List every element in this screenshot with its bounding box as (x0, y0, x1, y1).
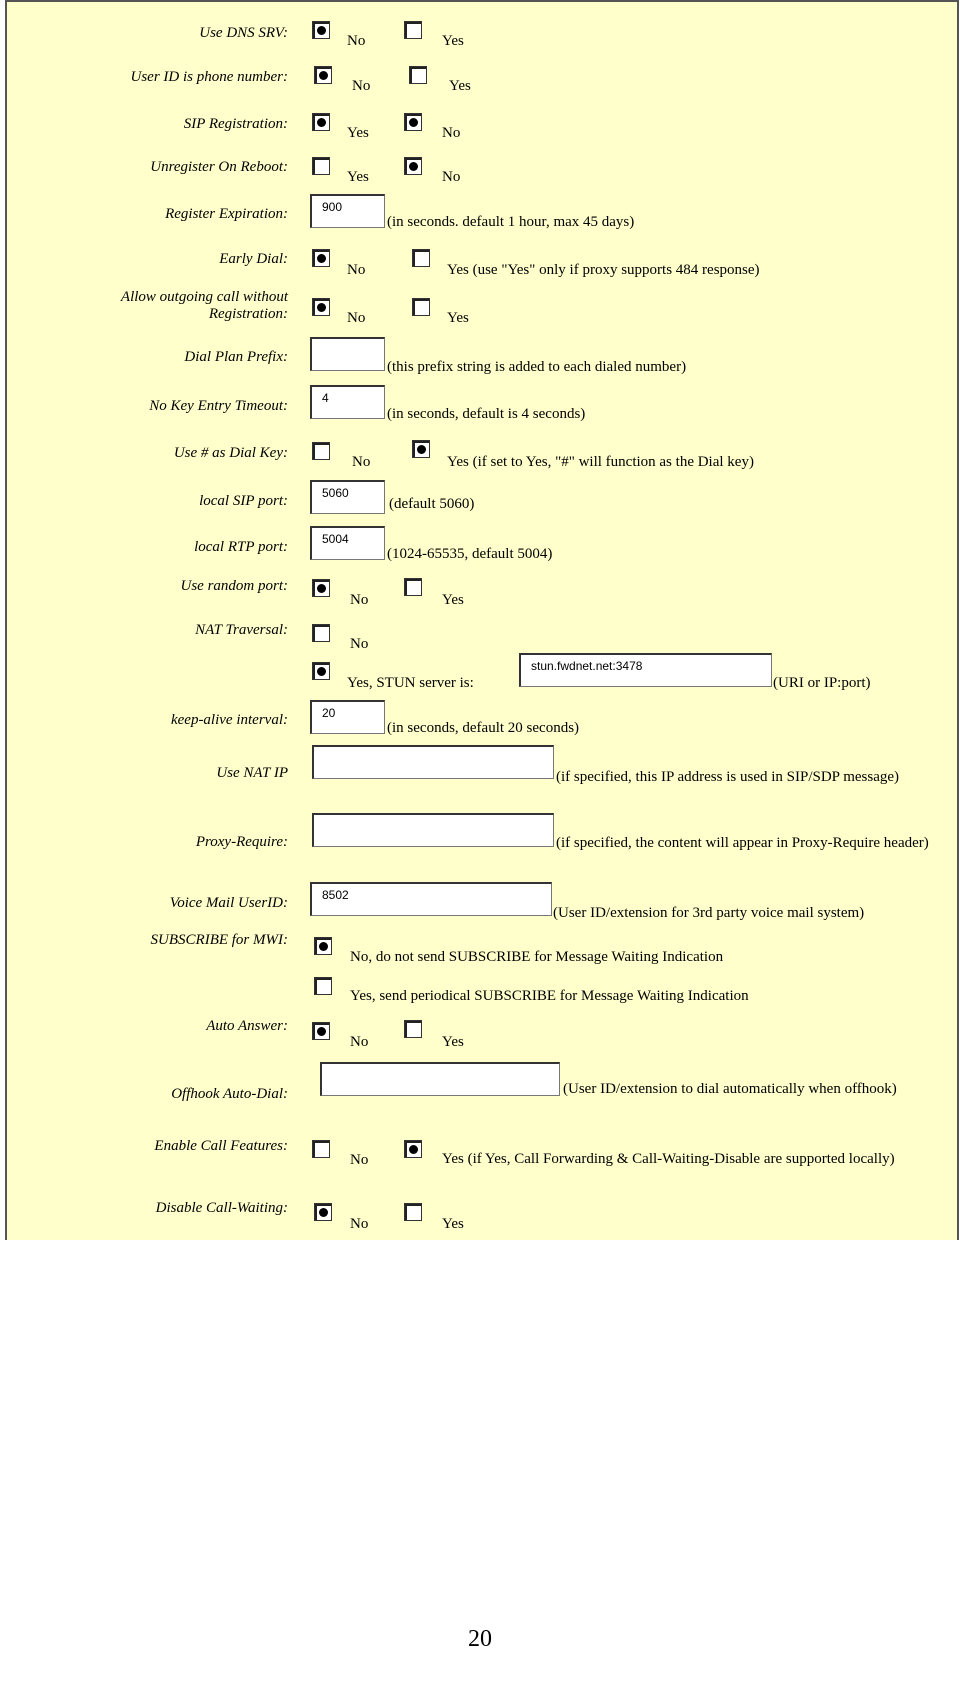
early-dial-no-label: No (347, 262, 366, 278)
use-nat-ip-label: Use NAT IP (216, 765, 288, 781)
early-dial-no-radio[interactable] (312, 249, 330, 267)
early-dial-label: Early Dial: (219, 251, 288, 267)
no-key-timeout-input[interactable]: 4 (310, 385, 385, 419)
nat-ip-note: (if specified, this IP address is used in SIP/SDP message) (556, 769, 900, 785)
stun-server-note: (URI or IP:port) (773, 675, 871, 691)
unreg-reboot-yes-radio[interactable] (312, 157, 330, 175)
keepalive-note: (in seconds, default 20 seconds) (387, 720, 580, 736)
userid-phone-yes-label: Yes (449, 78, 471, 94)
offhook-autodial-label: Offhook Auto-Dial: (171, 1086, 288, 1102)
allow-outgoing-yes-label: Yes (447, 310, 469, 326)
subscribe-mwi-label: SUBSCRIBE for MWI: (150, 932, 288, 948)
hash-dial-key-label: Use # as Dial Key: (173, 445, 288, 461)
allow-outgoing-label: Allow outgoing call without Registration: (120, 289, 288, 322)
disable-cw-yes-label: Yes (442, 1216, 464, 1232)
allow-outgoing-yes-radio[interactable] (412, 298, 430, 316)
dns-srv-yes-label: Yes (442, 33, 464, 49)
call-features-yes-label: Yes (if Yes, Call Forwarding & Call-Waiting-Disable are supported locally) (442, 1151, 895, 1167)
random-port-yes-label: Yes (442, 592, 464, 608)
allow-outgoing-no-label: No (347, 310, 366, 326)
mwi-yes-label: Yes, send periodical SUBSCRIBE for Message Waiting Indication (350, 988, 749, 1004)
hash-dial-no-radio[interactable] (312, 442, 330, 460)
stun-server-input[interactable]: stun.fwdnet.net:3478 (519, 653, 772, 687)
voicemail-userid-note: (User ID/extension for 3rd party voice mail system) (553, 905, 865, 921)
use-dns-srv-label: Use DNS SRV: (199, 25, 288, 41)
unreg-reboot-no-label: No (442, 169, 461, 185)
disable-cw-yes-radio[interactable] (404, 1203, 422, 1221)
no-key-timeout-label: No Key Entry Timeout: (149, 398, 288, 414)
early-dial-yes-label: Yes (use "Yes" only if proxy supports 484 response) (447, 262, 760, 278)
hash-dial-no-label: No (352, 454, 371, 470)
unregister-reboot-label: Unregister On Reboot: (150, 159, 288, 175)
nat-no-label: No (350, 636, 369, 652)
mwi-no-label: No, do not send SUBSCRIBE for Message Waiting Indication (350, 949, 724, 965)
enable-call-features-label: Enable Call Features: (154, 1138, 288, 1154)
dial-plan-prefix-label: Dial Plan Prefix: (184, 349, 288, 365)
hash-dial-yes-label: Yes (if set to Yes, "#" will function as the Dial key) (447, 454, 754, 470)
proxy-require-note: (if specified, the content will appear in Proxy-Require header) (556, 835, 929, 851)
early-dial-yes-radio[interactable] (412, 249, 430, 267)
auto-answer-label: Auto Answer: (206, 1018, 288, 1034)
sip-reg-no-label: No (442, 125, 461, 141)
local-rtp-port-note: (1024-65535, default 5004) (387, 546, 553, 562)
auto-answer-no-radio[interactable] (312, 1022, 330, 1040)
local-rtp-port-input[interactable]: 5004 (310, 526, 385, 560)
register-expiration-input[interactable]: 900 (310, 194, 385, 228)
userid-phone-no-label: No (352, 78, 371, 94)
mwi-yes-radio[interactable] (314, 977, 332, 995)
voicemail-userid-input[interactable]: 8502 (310, 882, 552, 916)
page-number: 20 (468, 1626, 492, 1652)
nat-no-radio[interactable] (312, 624, 330, 642)
voicemail-userid-label: Voice Mail UserID: (169, 895, 288, 911)
local-rtp-port-label: local RTP port: (194, 539, 288, 555)
userid-phone-no-radio[interactable] (314, 66, 332, 84)
sip-reg-no-radio[interactable] (404, 113, 422, 131)
local-sip-port-note: (default 5060) (389, 496, 475, 512)
disable-call-waiting-label: Disable Call-Waiting: (155, 1200, 288, 1216)
nat-traversal-label: NAT Traversal: (195, 622, 288, 638)
allow-outgoing-no-radio[interactable] (312, 298, 330, 316)
sip-registration-label: SIP Registration: (183, 116, 288, 132)
auto-answer-no-label: No (350, 1034, 369, 1050)
hash-dial-yes-radio[interactable] (412, 440, 430, 458)
dial-plan-prefix-input[interactable] (310, 337, 385, 371)
offhook-autodial-note: (User ID/extension to dial automatically when offhook) (563, 1081, 897, 1097)
auto-answer-yes-radio[interactable] (404, 1020, 422, 1038)
unreg-reboot-no-radio[interactable] (404, 157, 422, 175)
dns-srv-no-label: No (347, 33, 366, 49)
userid-phone-label: User ID is phone number: (130, 69, 288, 85)
call-features-no-label: No (350, 1152, 369, 1168)
sip-settings-panel (5, 0, 959, 1240)
nat-stun-radio[interactable] (312, 662, 330, 680)
local-sip-port-input[interactable]: 5060 (310, 480, 385, 514)
disable-cw-no-label: No (350, 1216, 369, 1232)
random-port-no-label: No (350, 592, 369, 608)
dns-srv-yes-radio[interactable] (404, 21, 422, 39)
proxy-require-label: Proxy-Require: (195, 834, 288, 850)
register-expiration-note: (in seconds. default 1 hour, max 45 days) (387, 214, 635, 230)
random-port-no-radio[interactable] (312, 579, 330, 597)
keepalive-input[interactable]: 20 (310, 700, 385, 734)
mwi-no-radio[interactable] (314, 937, 332, 955)
dial-plan-prefix-note: (this prefix string is added to each dialed number) (387, 359, 687, 375)
disable-cw-no-radio[interactable] (314, 1203, 332, 1221)
random-port-yes-radio[interactable] (404, 578, 422, 596)
userid-phone-yes-radio[interactable] (409, 66, 427, 84)
dns-srv-no-radio[interactable] (312, 21, 330, 39)
sip-reg-yes-radio[interactable] (312, 113, 330, 131)
register-expiration-label: Register Expiration: (165, 206, 288, 222)
auto-answer-yes-label: Yes (442, 1034, 464, 1050)
random-port-label: Use random port: (180, 578, 288, 594)
no-key-timeout-note: (in seconds, default is 4 seconds) (387, 406, 586, 422)
local-sip-port-label: local SIP port: (199, 493, 288, 509)
nat-stun-label: Yes, STUN server is: (347, 675, 474, 691)
unreg-reboot-yes-label: Yes (347, 169, 369, 185)
sip-reg-yes-label: Yes (347, 125, 369, 141)
keepalive-label: keep-alive interval: (170, 712, 288, 728)
